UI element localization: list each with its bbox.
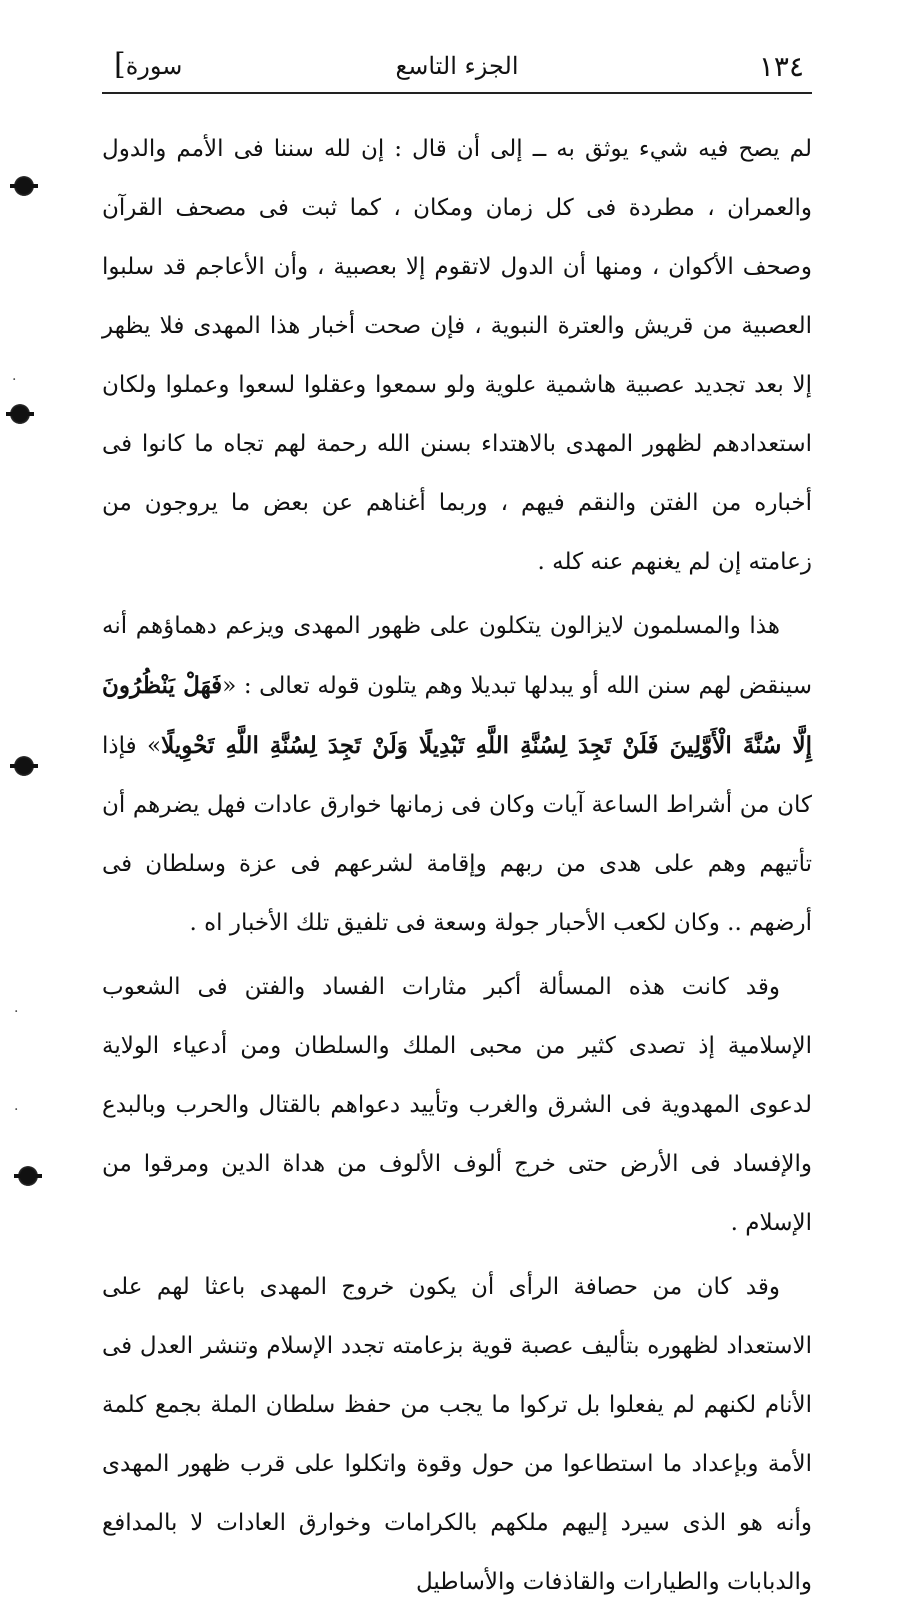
margin-ink-mark [14, 756, 34, 776]
page-header [102, 40, 812, 94]
running-title: الجزء التاسع [395, 52, 519, 80]
paragraph-2-intro: هذا والمسلمون لايزالون يتكلون على ظهور المهدى ويزعم دهماؤهم أنه سينقض لهم سنن الله أو يبدلها تبديلا وهم يتلون قوله تعالى : « [102, 613, 812, 699]
paragraph-2 [102, 597, 812, 953]
page-number: ١٣٤ [758, 50, 804, 83]
page-body [102, 120, 812, 1617]
paragraph-3: وقد كانت هذه المسألة أكبر مثارات الفساد والفتن فى الشعوب الإسلامية إذ تصدى كثير من محبى الملك والسلطان ومن أدعياء الولاية لدعوى المهدوية فى الشرق والغرب وتأييد دعواهم بالقتال والحرب وبالبدع والإفساد فى الأرض حتى خرج ألوف الألوف من هداة الدين ومرقوا من الإسلام . [102, 974, 812, 1236]
paragraph-1: لم يصح فيه شيء يوثق به ــ إلى أن قال : إن لله سننا فى الأمم والدول والعمران ، مطردة فى كل زمان ومكان ، كما ثبت فى مصحف القرآن وصحف الأكوان ، ومنها أن الدول لاتقوم إلا بعصبية ، وأن الأعاجم قد سلبوا العصبية من قريش والعترة النبوية ، فإن صحت أخبار هذا المهدى فلا يظهر إلا بعد تجديد عصبية هاشمية علوية ولو سمعوا وعقلوا لسعوا وعملوا ولكان استعدادهم لظهور المهدى بالاهتداء بسنن الله رحمة لهم تجاه ما كانوا فى أخباره من الفتن والنقم فيهم ، وربما أغناهم عن بعض ما يروجون من زعامته إن لم يغنهم عنه كله . [102, 136, 812, 575]
sura-bracket: [ [114, 47, 126, 82]
paragraph-2-rest: » فإذا كان من أشراط الساعة آيات وكان فى زمانها خوارق عادات فهل يضرهم أن تأتيهم وهم على هدى من ربهم وإقامة لشرعهم فى عزة وسلطان فى أرضهم .. وكان لكعب الأحبار جولة وسعة فى تلفيق تلك الأخبار اه . [102, 733, 812, 936]
margin-ink-mark [14, 176, 34, 196]
margin-speck: · [14, 1004, 19, 1020]
margin-speck: · [14, 1102, 19, 1118]
paragraph-4: وقد كان من حصافة الرأى أن يكون خروج المهدى باعثا لهم على الاستعداد لظهوره بتأليف عصبة قوية بزعامته تجدد الإسلام وتنشر العدل فى الأنام لكنهم لم يفعلوا بل تركوا ما يجب من حفظ سلطان الملة بجمع كلمة الأمة وبإعداد ما استطاعوا من حول وقوة واتكلوا على قرب ظهور المهدى وأنه هو الذى سيرد إليهم ملكهم بالكرامات وخوارق العادات لا بالمدافع والدبابات والطيارات والقاذفات والأساطيل [102, 1274, 812, 1595]
sura-label-text: سورة [125, 52, 183, 80]
margin-ink-mark [18, 1166, 38, 1186]
quran-quote: فَهَلْ يَنْظُرُونَ إِلَّا سُنَّةَ الْأَوَّلِينَ فَلَنْ تَجِدَ لِسُنَّةِ اللَّهِ تَبْدِيلًا وَلَنْ تَجِدَ لِسُنَّةِ اللَّهِ تَحْوِيلًا [102, 672, 812, 759]
margin-speck: · [12, 372, 17, 388]
margin-ink-mark [10, 404, 30, 424]
